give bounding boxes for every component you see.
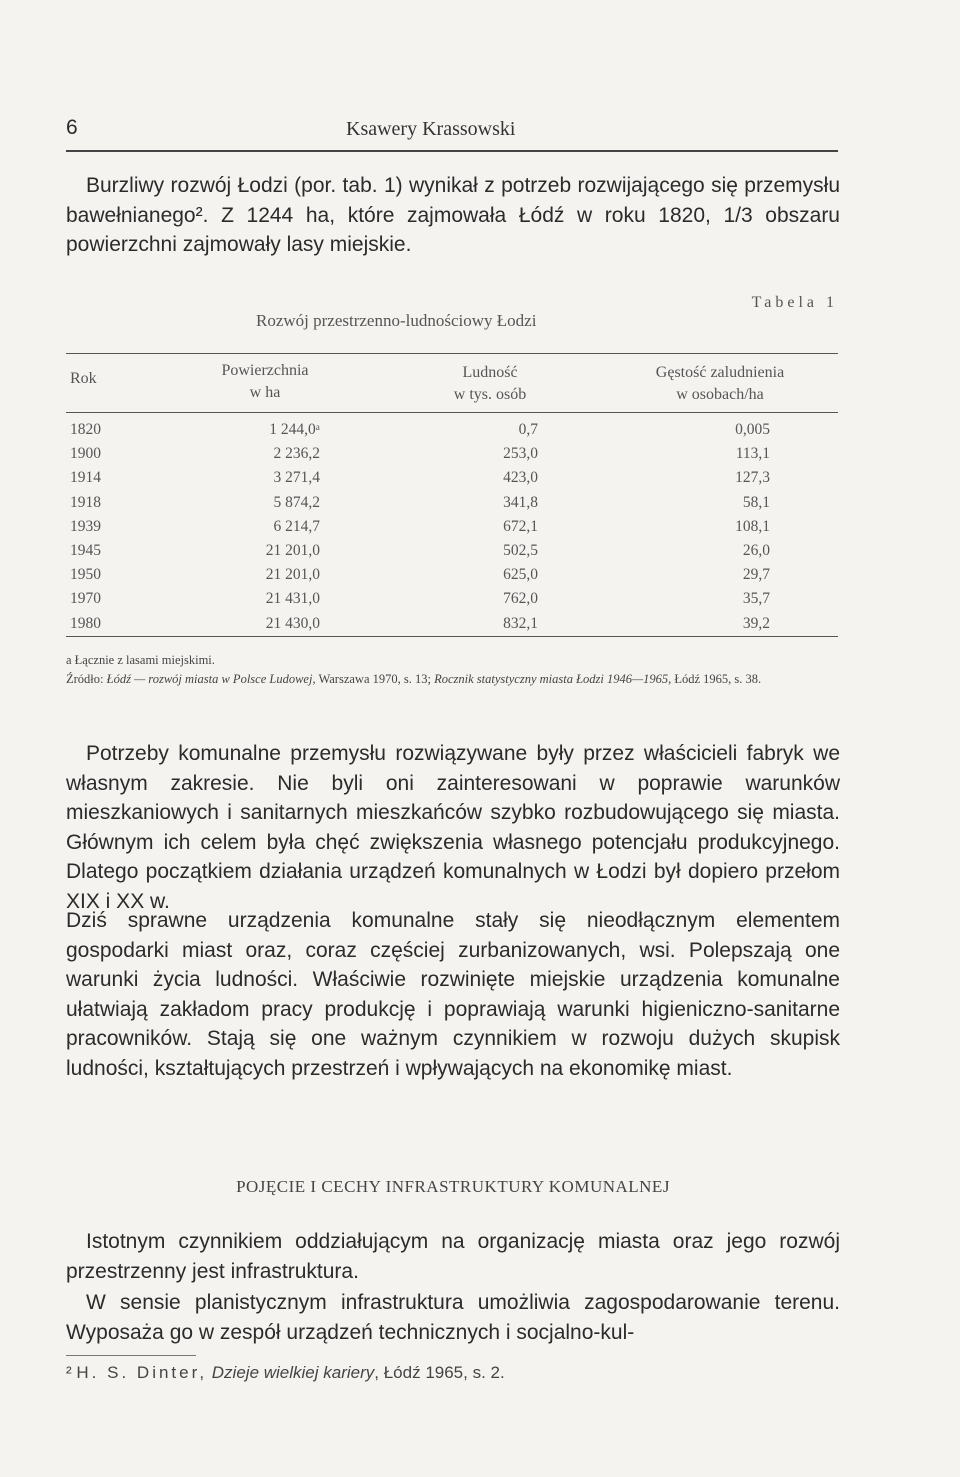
table-body	[66, 418, 838, 636]
source-details-1: , Warszawa 1970, s. 13;	[312, 672, 431, 686]
cell-ludnosc: 625,0	[503, 566, 538, 584]
table-row	[66, 515, 838, 539]
table-label: Tabela 1	[751, 294, 838, 311]
page-number: 6	[66, 116, 78, 139]
cell-rok: 1945	[70, 541, 101, 559]
cell-powierzchnia: 5 874,2	[273, 493, 320, 511]
cell-powierzchnia: 2 236,2	[273, 445, 320, 463]
cell-rok: 1950	[70, 566, 101, 584]
cell-rok: 1970	[70, 590, 101, 608]
paragraph-intro: Burzliwy rozwój Łodzi (por. tab. 1) wynikał z potrzeb rozwijającego się przemysłu bawełnianego². Z 1244 ha, które zajmowała Łódź w roku 1820, 1/3 obszaru powierzchni zajmowały lasy miejskie.	[66, 174, 840, 256]
page-header	[66, 116, 838, 148]
table-title: Rozwój przestrzenno-ludnościowy Łodzi	[256, 311, 537, 330]
table-header-rule	[66, 412, 838, 413]
cell-rok: 1939	[70, 517, 101, 535]
cell-gestosc: 113,1	[735, 445, 770, 463]
header-pow-line1: Powierzchnia	[221, 362, 309, 379]
cell-ludnosc: 423,0	[503, 469, 538, 487]
cell-gestosc: 108,1	[735, 517, 770, 535]
source-details-2: , Łódź 1965, s. 38.	[668, 672, 762, 686]
cell-powierzchnia: 21 201,0	[265, 541, 320, 559]
cell-ludnosc: 253,0	[503, 445, 538, 463]
source-work-1: Łódź — rozwój miasta w Polsce Ludowej	[106, 672, 313, 686]
cell-powierzchnia: 6 214,7	[273, 517, 320, 535]
cell-ludnosc: 0,7	[518, 421, 538, 438]
cell-rok: 1820	[70, 421, 101, 438]
column-header-powierzchnia	[195, 360, 335, 404]
cell-gestosc: 26,0	[742, 541, 770, 559]
table-bottom-rule	[66, 636, 838, 637]
source-label: Źródło:	[66, 672, 104, 686]
table-row	[66, 418, 838, 442]
section-title: POJĘCIE I CECHY INFRASTRUKTURY KOMUNALNEJ	[236, 1177, 670, 1196]
footnote-marker: ²	[66, 1363, 72, 1382]
header-gest-line1: Gęstość zaludnienia	[655, 364, 785, 381]
paragraph-potrzeby: Potrzeby komunalne przemysłu rozwiązywane były przez właścicieli fabryk we własnym zakresie. Nie byli oni zainteresowani w poprawie warunków mieszkaniowych i sanitarnych mieszkańców szybko rozbudowującego się miasta. Głównym ich celem była chęć zwiększenia własnego potencjału produkcyjnego. Dlatego początkiem działania urządzeń komunalnych w Łodzi był dopiero przełom XIX i XX w.	[66, 742, 840, 913]
cell-powierzchnia: 21 431,0	[265, 590, 320, 608]
header-lud-line1: Ludność	[462, 364, 518, 381]
header-gest-line2: w osobach/ha	[676, 386, 764, 403]
paragraph-dzis: Dziś sprawne urządzenia komunalne stały się nieodłącznym elementem gospodarki miast oraz, coraz częściej zurbanizowanych, wsi. Polepszają one warunki życia ludności. Właściwie rozwinięte miejskie urządzenia komunalne ułatwiają zakładom pracy produkcję i poprawiają warunki higieniczno-sanitarne pracowników. Stają się one ważnym czynnikiem w rozwoju dużych skupisk ludności, kształtujących przestrzeń i wpływających na ekonomikę miast.	[66, 909, 840, 1080]
cell-gestosc: 0,005	[735, 421, 770, 438]
cell-gestosc: 29,7	[742, 566, 770, 584]
cell-ludnosc: 341,8	[503, 493, 538, 511]
cell-ludnosc: 672,1	[503, 517, 538, 535]
cell-rok: 1980	[70, 614, 101, 632]
column-header-rok	[70, 368, 97, 390]
header-rok-label: Rok	[70, 370, 97, 387]
cell-rok: 1900	[70, 445, 101, 463]
column-header-ludnosc	[420, 362, 560, 406]
table-row	[66, 612, 838, 636]
cell-powierzchnia: 3 271,4	[273, 469, 320, 487]
source-work-2: Rocznik statystyczny miasta Łodzi 1946—1965	[434, 672, 669, 686]
cell-ludnosc: 762,0	[503, 590, 538, 608]
cell-gestosc: 58,1	[742, 493, 770, 511]
header-pow-line2: w ha	[249, 384, 281, 401]
cell-gestosc: 35,7	[742, 590, 770, 608]
running-head-author: Ksawery Krassowski	[346, 118, 516, 140]
cell-rok: 1918	[70, 493, 101, 511]
paragraph-w-sensie: W sensie planistycznym infrastruktura umożliwia zagospodarowanie terenu. Wyposaża go w zespół urządzeń technicznych i socjalno-kul-	[66, 1291, 840, 1344]
footnote-author: H. S. Dinter,	[76, 1363, 208, 1382]
cell-gestosc: 127,3	[735, 469, 770, 487]
table-row	[66, 466, 838, 490]
table-source	[66, 670, 840, 689]
cell-powierzchnia: 21 430,0	[265, 614, 320, 632]
footnote-rest: , Łódź 1965, s. 2.	[374, 1363, 505, 1382]
paragraph-istotnym: Istotnym czynnikiem oddziałującym na organizację miasta oraz jego rozwój przestrzenny jest infrastruktura.	[66, 1230, 840, 1283]
header-rule	[66, 150, 838, 152]
cell-ludnosc: 832,1	[503, 614, 538, 632]
column-header-gestosc	[600, 362, 840, 406]
cell-gestosc: 39,2	[742, 614, 770, 632]
footnote-work: Dzieje wielkiej kariery	[211, 1363, 375, 1382]
cell-rok: 1914	[70, 469, 101, 487]
table-top-rule	[66, 353, 838, 354]
table-note-a: a Łącznie z lasami miejskimi.	[66, 653, 215, 667]
cell-ludnosc: 502,5	[503, 541, 538, 559]
cell-powierzchnia: 21 201,0	[265, 566, 320, 584]
footnote	[66, 1363, 505, 1383]
cell-powierzchnia: 1 244,0ᵃ	[269, 421, 320, 438]
table-row	[66, 539, 838, 563]
table-row	[66, 587, 838, 611]
table-row	[66, 442, 838, 466]
footnote-rule	[66, 1355, 196, 1356]
table-row	[66, 491, 838, 515]
table-row	[66, 563, 838, 587]
header-lud-line2: w tys. osób	[453, 386, 527, 403]
table-notes	[66, 651, 840, 689]
